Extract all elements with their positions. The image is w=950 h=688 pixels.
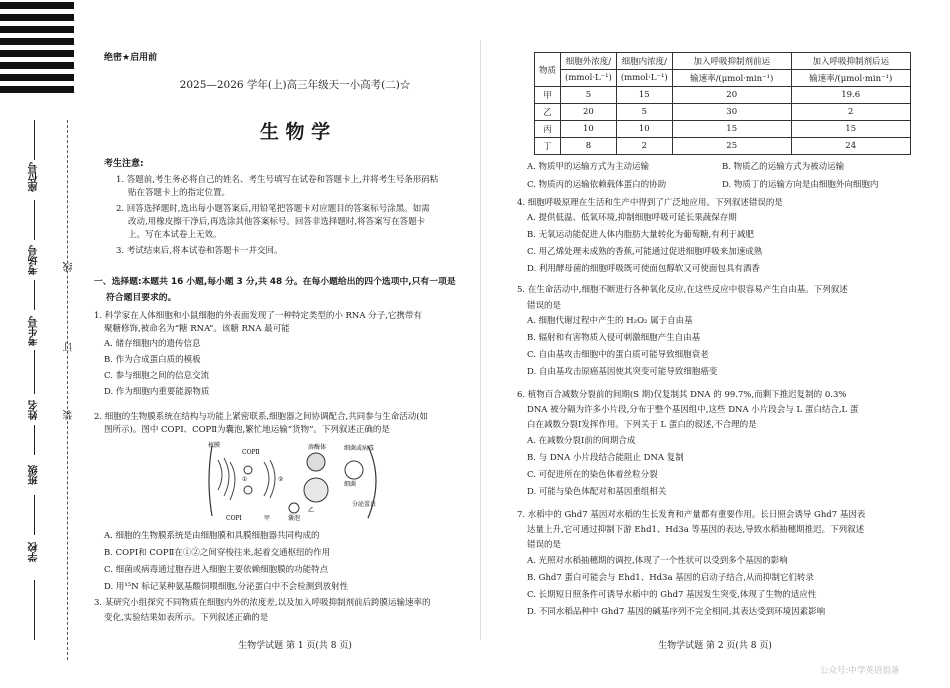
- q5-option-b: B. 辐射和有害物质入侵可刺激细胞产生自由基: [527, 333, 701, 343]
- table-header: 加入呼吸抑制剂后运: [791, 53, 910, 70]
- q5-option-d: D. 自由基攻击原癌基因使其突变可能导致细胞癌变: [527, 367, 718, 377]
- q2-options: [104, 528, 348, 596]
- note-line: 2. 回答选择题时,选出每小题答案后,用铅笔把答题卡对应题目的答案标号涂黑。如需: [116, 204, 430, 214]
- q5-stem: 错误的是: [527, 301, 562, 311]
- table-cell: 10: [561, 121, 617, 138]
- q3-table: [534, 52, 911, 155]
- table-header: 细胞外浓度/: [561, 53, 617, 70]
- field-seat-number: 座位号: [29, 162, 40, 192]
- q5-stem: 5. 在生命活动中,细胞不断进行各种氧化反应,在这些反应中很容易产生自由基。下列叙述: [517, 285, 848, 295]
- table-header-row: [535, 70, 911, 87]
- phagosome: [304, 478, 328, 502]
- golgi: [264, 460, 275, 498]
- question-3: [94, 597, 431, 625]
- q1-option-a: A. 储存细胞内的遗传信息: [104, 339, 201, 349]
- section-heading: 一、选择题:本题共 16 小题,每小题 3 分,共 48 分。在每小题给出的四个选项中,只有一项是: [94, 277, 456, 287]
- cut-line: [67, 120, 68, 660]
- table-cell: 甲: [535, 87, 561, 104]
- label-pathogen: 细菌或病毒: [344, 445, 375, 452]
- label-lysosome: 溶酶体: [308, 444, 327, 451]
- table-cell: 5: [561, 87, 617, 104]
- exam-title: 2025—2026 学年(上)高三年级天一小高考(二)☆: [179, 79, 411, 91]
- q7-stem: 达量上升,它可通过抑制下游 Ehd1、Hd3a 等基因的表达,导致水稻抽穗期推迟。下列叙述: [527, 525, 865, 535]
- q5-option-a: A. 细胞代谢过程中产生的 H₂O₂ 属于自由基: [527, 316, 693, 326]
- note-line: 贴在答题卡上的指定位置。: [128, 188, 231, 198]
- q3-option-a: A. 物质甲的运输方式为主动运输: [527, 162, 650, 172]
- table-cell: 10: [616, 121, 672, 138]
- table-cell: 30: [672, 104, 791, 121]
- table-cell: 19.6: [791, 87, 910, 104]
- table-cell: 15: [672, 121, 791, 138]
- notes-heading: 考生注意:: [104, 159, 144, 169]
- table-cell: 2: [616, 138, 672, 155]
- q1-option-c: C. 参与细胞之间的信息交流: [104, 371, 210, 381]
- question-1: [94, 310, 422, 400]
- table-cell: 24: [791, 138, 910, 155]
- q3-option-d: D. 物质丁的运输方向是由细胞外向细胞内: [722, 180, 879, 190]
- table-header: 加入呼吸抑制剂前运: [672, 53, 791, 70]
- q4-option-a: A. 提供低温、低氧环境,抑制细胞呼吸可延长果蔬保存期: [527, 213, 737, 223]
- table-header: 细胞内浓度/: [616, 53, 672, 70]
- label-vesicle: 囊泡: [288, 515, 301, 522]
- q6-stem: DNA 被分隔为许多小片段,分布于整个基因组中,这些 DNA 小片段会与 L 蛋白结合,L 蛋: [527, 405, 859, 415]
- table-cell: 25: [672, 138, 791, 155]
- q1-option-d: D. 作为细胞内重要能源物质: [104, 387, 210, 397]
- q2-option-c: C. 细菌或病毒通过胞吞进入细胞主要依赖细胞膜的功能特点: [104, 565, 329, 575]
- q2-option-a: A. 细胞的生物膜系统是由细胞膜和具膜细胞器共同构成的: [104, 531, 320, 541]
- bacterium-vesicle: [345, 461, 363, 479]
- q7-stem: 7. 水稻中的 Ghd7 基因对水稻的生长发育和产量都有重要作用。长日照会诱导 Ghd7 基因表: [517, 510, 866, 520]
- vesicle: [289, 503, 299, 513]
- table-header: 输速率/(μmol·min⁻¹): [672, 70, 791, 87]
- footer-left: 生物学试题 第 1 页(共 8 页): [238, 641, 352, 651]
- cut-word-bind: 订: [64, 342, 75, 352]
- table-cell: 15: [791, 121, 910, 138]
- question-5: [517, 284, 848, 381]
- question-6: [517, 388, 858, 501]
- table-row: [535, 87, 911, 104]
- page-divider: [480, 40, 481, 640]
- q7-stem: 错误的是: [527, 540, 562, 550]
- table-header: (mmol·L⁻¹): [616, 70, 672, 87]
- table-cell: 15: [616, 87, 672, 104]
- label-jia: 甲: [264, 515, 271, 522]
- q4-option-b: B. 无氧运动能促进人体内脂肪大量转化为葡萄糖,有利于减肥: [527, 230, 754, 240]
- q6-stem: 白在减数分裂Ⅰ发挥作用。下列关于 L 蛋白的叙述,不合理的是: [527, 420, 757, 430]
- lysosome: [307, 453, 325, 471]
- table-cell: 20: [672, 87, 791, 104]
- table-cell: 丁: [535, 138, 561, 155]
- q4-option-c: C. 用乙烯处理未成熟的香蕉,可能通过促进细胞呼吸来加速成熟: [527, 247, 763, 257]
- secret-label: 绝密★启用前: [104, 53, 158, 63]
- q7-option-a: A. 光照对水稻抽穗期的调控,体现了一个性状可以受到多个基因的影响: [527, 556, 788, 566]
- question-2: [94, 411, 428, 437]
- note-line: 1. 答题前,考生务必将自己的姓名、考生号填写在试卷和答题卡上,并将考生号条形码粘: [116, 175, 439, 185]
- q1-option-b: B. 作为合成蛋白质的模板: [104, 355, 201, 365]
- table-cell: 5: [616, 104, 672, 121]
- q7-option-c: C. 长期短日照条件可诱导水稻中的 Ghd7 基因发生突变,体现了生物的适应性: [527, 590, 817, 600]
- q1-stem: 聚糖修饰,被命名为“糖 RNA”。该糖 RNA 最可能: [104, 324, 290, 334]
- field-exam-room: 考场号: [29, 245, 40, 275]
- table-header: 物质: [535, 53, 561, 87]
- table-header: (mmol·L⁻¹): [561, 70, 617, 87]
- q3-stem: 变化,实验结果如表所示。下列叙述正确的是: [104, 613, 269, 623]
- q2-option-d: D. 用¹⁵N 标记某种氨基酸饲喂细胞,分泌蛋白中不会检测到放射性: [104, 582, 349, 592]
- q6-stem: 6. 植物百合减数分裂前的间期(S 期)仅复制其 DNA 的 99.7%,而剩下推迟复制的 0.3%: [517, 390, 847, 400]
- q1-stem: 1. 科学家在人体细胞和小鼠细胞的外表面发现了一种特定类型的小 RNA 分子,它携带有: [94, 311, 422, 321]
- notes-list: [104, 174, 438, 258]
- table-cell: 2: [791, 104, 910, 121]
- label-copii: COPⅡ: [242, 449, 260, 456]
- table-cell: 20: [561, 104, 617, 121]
- section-heading-2: 符合题目要求的。: [106, 293, 177, 303]
- table-cell: 丙: [535, 121, 561, 138]
- binding-fields: [0, 0, 80, 688]
- label-yi: 乙: [308, 507, 315, 514]
- table-cell: 乙: [535, 104, 561, 121]
- q4-option-d: D. 利用酵母菌的细胞呼吸既可使面包醇软又可使面包具有酒香: [527, 264, 760, 274]
- footer-right: 生物学试题 第 2 页(共 8 页): [658, 641, 772, 651]
- q3-option-c: C. 物质丙的运输依赖载体蛋白的协助: [527, 180, 667, 190]
- q2-stem: 图所示)。图中 COPⅠ、COPⅡ为囊泡,繁忙地运输“货物”。下列叙述正确的是: [104, 425, 390, 435]
- field-name: 姓名: [29, 400, 40, 420]
- table-row: [535, 104, 911, 121]
- label-2: ②: [278, 476, 284, 483]
- q6-option-a: A. 在减数分裂Ⅰ前的间期合成: [527, 436, 636, 446]
- table-header-row: [535, 53, 911, 70]
- q5-option-c: C. 自由基攻击细胞中的蛋白质可能导致细胞衰老: [527, 350, 709, 360]
- label-nuclear-envelope: 核膜: [208, 442, 221, 449]
- field-candidate-number: 考生号: [29, 316, 40, 346]
- label-copi: COPⅠ: [226, 515, 242, 522]
- table-header: 输速率/(μmol·min⁻¹): [791, 70, 910, 87]
- label-bacterium: 细菌: [344, 481, 357, 488]
- cell-diagram: [204, 440, 394, 522]
- question-7: [517, 508, 865, 621]
- q2-stem: 2. 细胞的生物膜系统在结构与功能上紧密联系,细胞器之间协调配合,共同参与生命活动(如: [94, 412, 429, 422]
- endoplasmic-reticulum: [218, 458, 235, 500]
- note-line: 改动,用橡皮擦干净后,再选涂其他答案标号。回答非选择题时,将答案写在答题卡: [128, 217, 426, 227]
- vesicle: [244, 466, 252, 474]
- q6-option-b: B. 与 DNA 小片段结合能阻止 DNA 复制: [527, 453, 684, 463]
- cut-word-staple: 装: [64, 410, 75, 420]
- q7-option-b: B. Ghd7 蛋白可能会与 Ehd1、Hd3a 基因的启动子结合,从而抑制它们转录: [527, 573, 814, 583]
- note-line: 上。写在本试卷上无效。: [128, 230, 222, 240]
- q2-option-b: B. COPⅠ和 COPⅡ在①②之间穿梭往来,起着交通枢纽的作用: [104, 548, 331, 558]
- q3-stem: 3. 某研究小组探究不同物质在细胞内外的浓度差,以及加入呼吸抑制剂前后跨膜运输速率的: [94, 598, 431, 608]
- subject-title: 生 物 学: [259, 121, 331, 143]
- nuclear-envelope: [209, 446, 212, 516]
- q4-stem: 4. 细胞呼吸原理在生活和生产中得到了广泛地应用。下列叙述错误的是: [517, 198, 783, 208]
- q7-option-d: D. 不同水稻品种中 Ghd7 基因的碱基序列不完全相同,其表达受到环境因素影响: [527, 607, 826, 617]
- label-1: ①: [242, 476, 248, 483]
- cut-word-line: 线: [64, 262, 75, 272]
- q6-option-c: C. 可促进所在的染色体着丝粒分裂: [527, 470, 658, 480]
- q3-option-b: B. 物质乙的运输方式为被动运输: [722, 162, 845, 172]
- field-school: 学校: [29, 542, 40, 562]
- table-row: [535, 138, 911, 155]
- vesicle: [244, 486, 252, 494]
- q6-option-d: D. 可能与染色体配对和基因重组相关: [527, 487, 667, 497]
- table-cell: 8: [561, 138, 617, 155]
- watermark: 公众号:中学英语俱备: [820, 666, 900, 676]
- field-class: 班级: [29, 465, 40, 485]
- table-row: [535, 121, 911, 138]
- label-secreted-protein: 分泌蛋白: [352, 501, 377, 508]
- question-4: [517, 197, 783, 278]
- note-line: 3. 考试结束后,将本试卷和答题卡一并交回。: [116, 246, 283, 256]
